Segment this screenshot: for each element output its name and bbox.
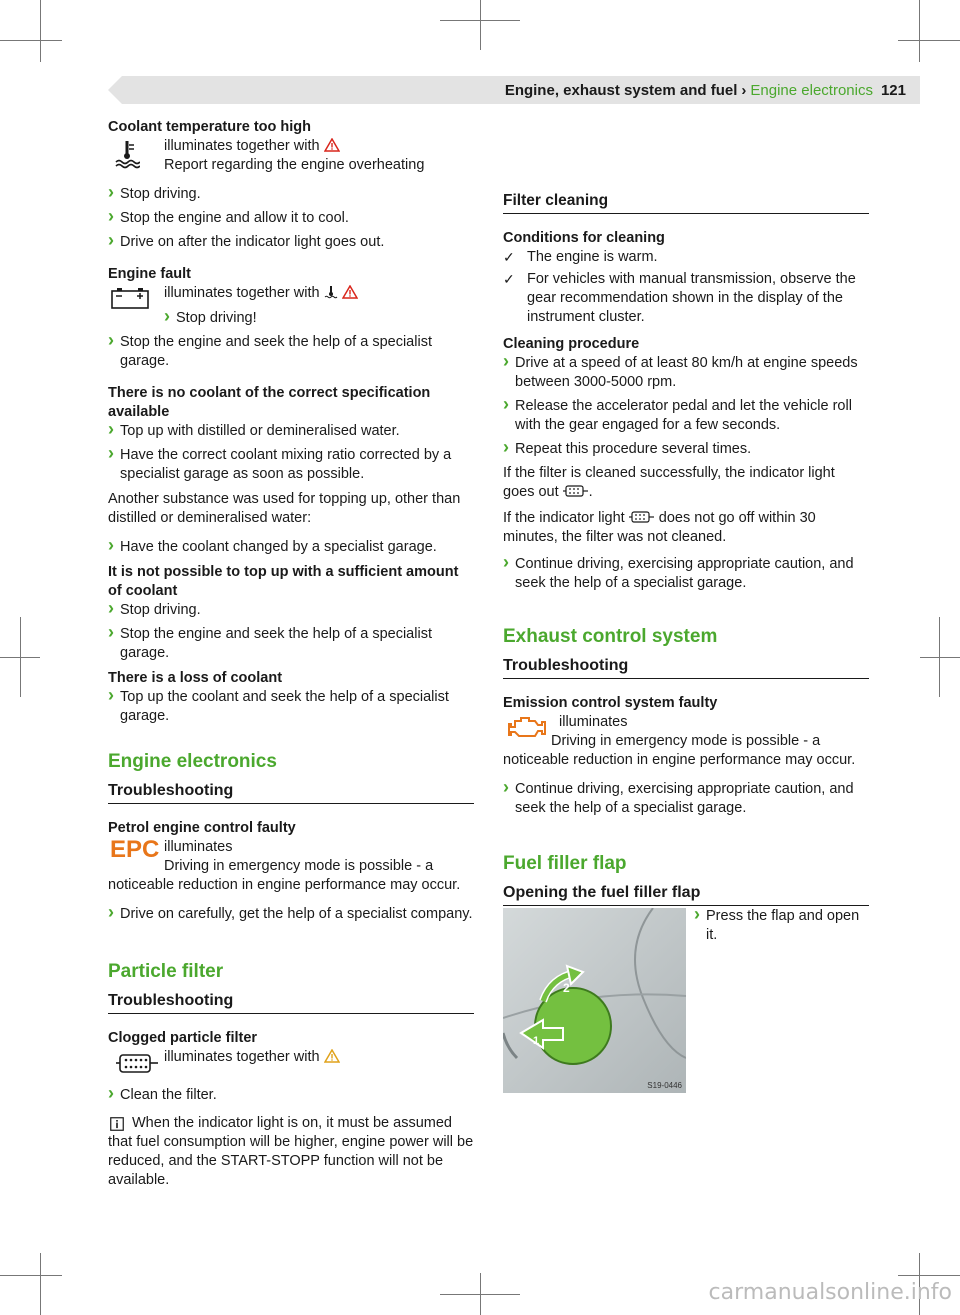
filter-cleaning-heading: Filter cleaning [503, 191, 869, 214]
coolant-temperature-icon [114, 139, 140, 169]
emission-fault-desc2: Driving in emergency mode is possible - a noticeable reduction in engine performance may occur. [503, 733, 856, 768]
crop-mark [898, 40, 960, 41]
warning-icon [342, 285, 358, 299]
conditions-title: Conditions for cleaning [503, 230, 665, 246]
figure-marker-1: 1 [533, 1035, 540, 1047]
emission-fault-title: Emission control system faulty [503, 695, 718, 711]
watermark: carmanualsonline.info [708, 1280, 952, 1305]
header-chapter: Engine, exhaust system and fuel [504, 82, 738, 99]
coolant-temperature-small-icon [324, 285, 338, 299]
condition-item: ✓ The engine is warm. [503, 248, 869, 267]
particle-filter-small-icon [563, 484, 589, 498]
petrol-fault-title: Petrol engine control faulty [108, 820, 296, 836]
crop-mark [919, 0, 920, 62]
registration-mark [480, 1273, 481, 1315]
coolant-step: › Stop the engine and allow it to cool. [108, 209, 474, 228]
left-column [108, 118, 474, 1190]
right-column-content [503, 118, 869, 921]
engine-fault-sub-step: › Stop driving! [164, 309, 474, 328]
coolant-high-title: Coolant temperature too high [108, 119, 311, 135]
clogged-filter-title: Clogged particle filter [108, 1030, 258, 1046]
particle-filter-info-text: When the indicator light is on, it must be assumed that fuel consumption will be higher, engine power will be reduced, and the START-STOPP function will not be available. [108, 1115, 474, 1188]
particle-filter-small-icon [629, 510, 655, 524]
particle-filter-heading: Particle filter [108, 961, 224, 982]
registration-mark [939, 617, 940, 697]
crop-mark [40, 0, 41, 62]
page-number: 121 [880, 82, 906, 99]
emission-fault-step: › Continue driving, exercising appropriate caution, and seek the help of a specialist garage. [503, 780, 869, 818]
fuel-flap-heading: Fuel filler flap [503, 853, 627, 874]
no-coolant-title: There is no coolant of the correct specification available [108, 385, 431, 420]
loss-coolant-step: › Top up the coolant and seek the help of a specialist garage. [108, 688, 474, 726]
coolant-high-indicator [108, 137, 474, 175]
engine-electronics-subtitle: Troubleshooting [108, 781, 474, 804]
no-coolant-step: › Have the correct coolant mixing ratio corrected by a specialist garage as soon as possible. [108, 446, 474, 484]
crop-mark [898, 1275, 960, 1276]
figure-code: S19-0446 [647, 1081, 682, 1090]
no-coolant-step: › Have the coolant changed by a specialist garage. [108, 538, 474, 557]
fuel-flap-instructions [694, 907, 870, 950]
procedure-step: › Release the accelerator pedal and let the vehicle roll with the gear engaged for a few seconds. [503, 397, 869, 435]
registration-mark [920, 657, 960, 658]
exhaust-heading: Exhaust control system [503, 626, 718, 647]
coolant-high-desc2: Report regarding the engine overheating [164, 157, 425, 173]
fuel-flap-illustration [503, 908, 686, 1093]
no-coolant-step: › Top up with distilled or demineralised water. [108, 422, 474, 441]
crop-mark [0, 40, 62, 41]
registration-mark [480, 0, 481, 50]
info-icon [110, 1117, 124, 1131]
engine-check-icon [507, 713, 547, 741]
filter-result-1 [503, 464, 869, 502]
particle-filter-subtitle: Troubleshooting [108, 991, 474, 1014]
exhaust-subtitle: Troubleshooting [503, 656, 869, 679]
figure-marker-2: 2 [563, 981, 570, 995]
clogged-filter-indicator [108, 1048, 474, 1086]
cannot-top-up-title: It is not possible to top up with a sufficient amount of coolant [108, 564, 459, 599]
petrol-fault-desc1: illuminates [164, 839, 233, 855]
petrol-fault-indicator [108, 838, 474, 895]
engine-fault-indicator [108, 284, 474, 328]
filter-result-1-end: . [588, 484, 593, 500]
petrol-fault-step: › Drive on carefully, get the help of a specialist company. [108, 905, 474, 924]
fuel-flap-subtitle: Opening the fuel filler flap [503, 883, 869, 906]
emission-fault-desc1: illuminates [559, 714, 628, 730]
coolant-step: › Drive on after the indicator light goes out. [108, 233, 474, 252]
petrol-fault-desc2: Driving in emergency mode is possible - a noticeable reduction in engine performance may occur. [108, 858, 461, 893]
breadcrumb-separator: › [741, 82, 747, 99]
fuel-flap-step: › Press the flap and open it. [694, 907, 870, 945]
filter-result-2 [503, 509, 869, 547]
loss-coolant-title: There is a loss of coolant [108, 670, 283, 686]
cannot-top-up-step: › Stop the engine and seek the help of a specialist garage. [108, 625, 474, 663]
header-section: Engine electronics [750, 82, 873, 99]
particle-filter-info [108, 1114, 474, 1190]
cannot-top-up-step: › Stop driving. [108, 601, 474, 620]
engine-fault-step: › Stop the engine and seek the help of a specialist garage. [108, 333, 474, 371]
crop-mark [0, 1275, 62, 1276]
filter-cleaning-step: › Continue driving, exercising appropriate caution, and seek the help of a specialist garage. [503, 555, 869, 593]
no-coolant-note: Another substance was used for topping up, other than distilled or demineralised water: [108, 491, 461, 526]
emission-fault-indicator [503, 713, 869, 770]
procedure-title: Cleaning procedure [503, 336, 640, 352]
procedure-step: › Drive at a speed of at least 80 km/h at engine speeds between 3000-5000 rpm. [503, 354, 869, 392]
clogged-filter-step: › Clean the filter. [108, 1086, 474, 1105]
coolant-step: › Stop driving. [108, 185, 474, 204]
crop-mark [40, 1253, 41, 1315]
fuel-flap-figure [503, 908, 686, 1093]
engine-fault-title: Engine fault [108, 266, 191, 282]
warning-yellow-icon [324, 1049, 340, 1063]
warning-icon [324, 138, 340, 152]
filter-result-2-text: If the indicator light [503, 510, 625, 526]
page-header [505, 82, 906, 99]
engine-fault-desc1: illuminates together with [164, 285, 320, 301]
filter-result-2-end: does not go off within 30 minutes, the filter was not cleaned. [503, 510, 816, 545]
particle-filter-icon [116, 1052, 160, 1076]
filter-result-1-text: If the filter is cleaned successfully, the indicator light goes out [503, 465, 835, 500]
epc-icon: EPC [110, 836, 160, 863]
coolant-high-desc1: illuminates together with [164, 138, 320, 154]
clogged-filter-desc1: illuminates together with [164, 1049, 320, 1065]
battery-icon [110, 286, 150, 310]
condition-item: ✓ For vehicles with manual transmission, observe the gear recommendation shown in the display of the instrument cluster. [503, 270, 869, 327]
procedure-step: › Repeat this procedure several times. [503, 440, 869, 459]
registration-mark [20, 617, 21, 697]
engine-electronics-heading: Engine electronics [108, 751, 277, 772]
